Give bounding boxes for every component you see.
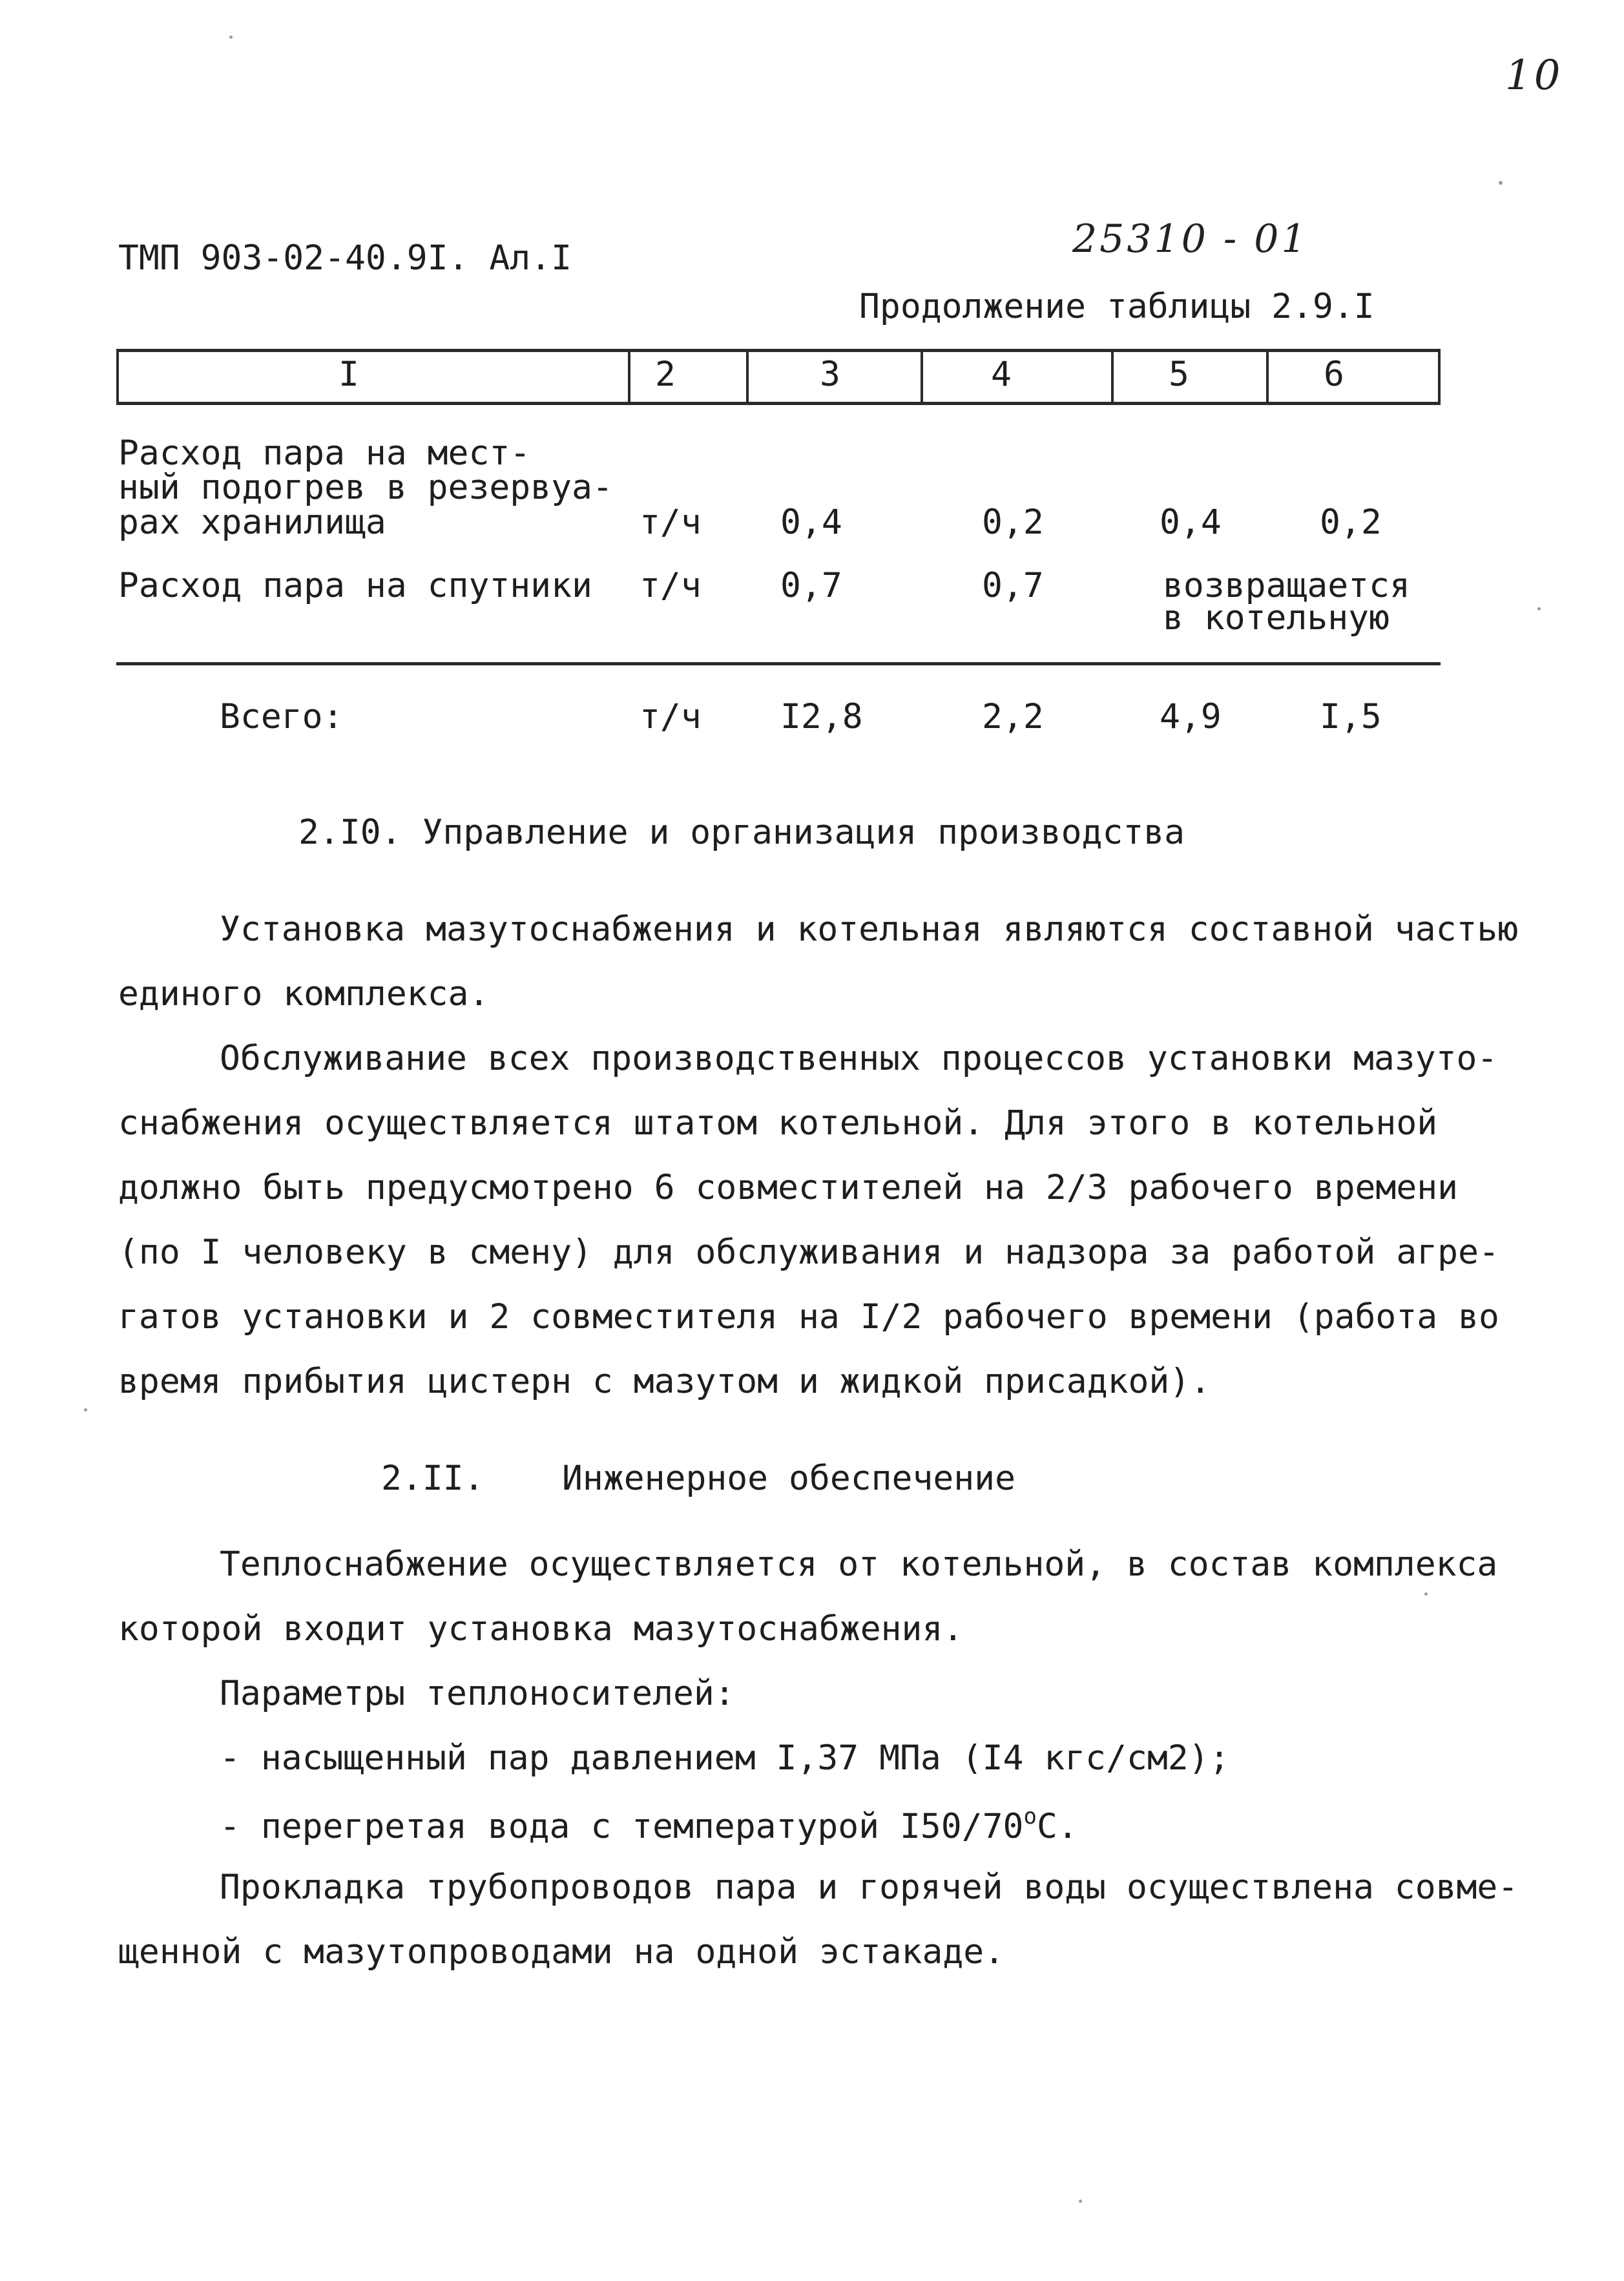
row-label: рах хранилища <box>118 503 386 542</box>
table-cell: 2,2 <box>982 697 1044 736</box>
column-header-4: 4 <box>991 355 1012 394</box>
table-cell: 0,2 <box>1320 503 1382 542</box>
table-cell: 0,7 <box>982 566 1044 605</box>
table-caption: Продолжение таблицы 2.9.I <box>859 287 1375 326</box>
column-header-2: 2 <box>655 355 676 394</box>
column-header-3: 3 <box>820 355 840 394</box>
table-cell: возвращается <box>1163 566 1410 605</box>
paragraph-line: Установка мазутоснабжения и котельная являются составной частью <box>220 910 1519 949</box>
scan-speck <box>1499 181 1503 185</box>
column-header-1: I <box>338 355 359 394</box>
row-label: Расход пара на спутники <box>118 566 592 605</box>
table-cell: 4,9 <box>1160 697 1222 736</box>
table-cell: в котельную <box>1163 598 1390 638</box>
paragraph-line: единого комплекса. <box>118 974 490 1014</box>
paragraph-line: щенной с мазутопроводами на одной эстакаде. <box>118 1932 1005 1972</box>
table-cell: 0,2 <box>982 503 1044 542</box>
scan-speck <box>1537 607 1541 610</box>
paragraph-line: Теплоснабжение осуществляется от котельной, в состав комплекса <box>220 1545 1498 1584</box>
degree-superscript: o <box>1023 1804 1037 1829</box>
handwritten-registration-number: 25310 - 01 <box>1072 216 1309 262</box>
table-cell: I,5 <box>1320 697 1382 736</box>
row-unit: т/ч <box>640 697 702 736</box>
paragraph-line: снабжения осуществляется штатом котельной. Для этого в котельной <box>118 1103 1438 1143</box>
total-label: Всего: <box>220 697 344 736</box>
section-heading: 2.I0. Управление и организация производства <box>298 813 1185 852</box>
paragraph-line: Обслуживание всех производственных процессов установки мазуто- <box>220 1039 1498 1078</box>
paragraph-line: Прокладка трубопроводов пара и горячей воды осуществлена совме- <box>220 1868 1519 1907</box>
scan-speck <box>84 1408 87 1411</box>
section-heading-number: 2.II. <box>381 1459 484 1498</box>
column-header-6: 6 <box>1324 355 1344 394</box>
paragraph-line: Параметры теплоносителей: <box>220 1674 735 1713</box>
paragraph-line: должно быть предусмотрено 6 совместителей на 2/3 рабочего времени <box>118 1168 1459 1207</box>
section-heading: Инженерное обеспечение <box>562 1459 1015 1498</box>
row-label: Расход пара на мест- <box>118 433 531 473</box>
row-label: ный подогрев в резервуа- <box>118 468 613 507</box>
scan-speck <box>1079 2200 1082 2203</box>
table-cell: 0,7 <box>780 566 842 605</box>
table-cell: I2,8 <box>780 697 863 736</box>
paragraph-line: которой входит установка мазутоснабжения. <box>118 1609 964 1649</box>
paragraph-line: гатов установки и 2 совместителя на I/2 рабочего времени (работа во <box>118 1297 1499 1337</box>
table-cell: 0,4 <box>1160 503 1222 542</box>
page-number: 10 <box>1505 52 1563 99</box>
list-item-text: - перегретая вода с температурой I50/70 <box>220 1807 1024 1846</box>
row-unit: т/ч <box>640 503 702 542</box>
table-cell: 0,4 <box>780 503 842 542</box>
scan-speck <box>229 36 233 39</box>
scan-speck <box>1424 1592 1428 1596</box>
list-item: - насыщенный пар давлением I,37 МПа (I4 кгс/см2); <box>220 1738 1230 1778</box>
document-code: ТМП 903-02-40.9I. Ал.I <box>118 238 572 278</box>
column-header-5: 5 <box>1169 355 1189 394</box>
paragraph-line: (по I человеку в смену) для обслуживания и надзора за работой агре- <box>118 1233 1499 1272</box>
paragraph-line: время прибытия цистерн с мазутом и жидкой присадкой). <box>118 1362 1211 1401</box>
list-item <box>220 1806 1078 1844</box>
total-divider <box>116 662 1441 665</box>
row-unit: т/ч <box>640 566 702 605</box>
list-item-text: C. <box>1036 1807 1078 1846</box>
